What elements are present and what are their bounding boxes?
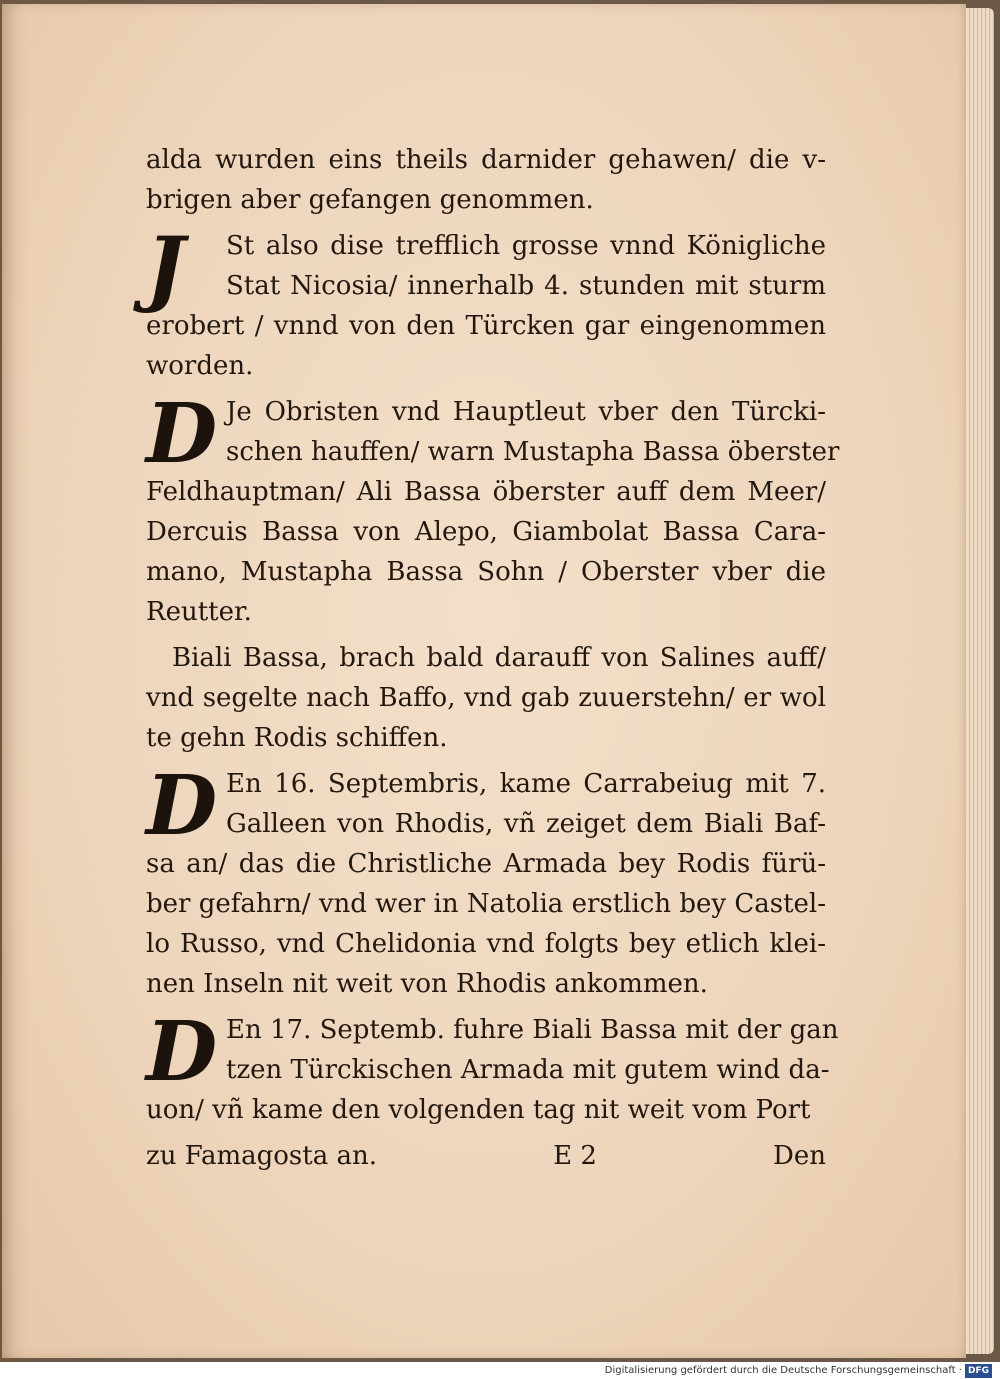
text-line: St also dise trefflich grosse vnnd Königliche: [226, 231, 826, 261]
drop-cap: D: [146, 1004, 218, 1100]
paragraph: [146, 1004, 839, 1130]
paragraph: [146, 140, 826, 220]
text-line: schen hauffen/ warn Mustapha Bassa öberster: [226, 437, 840, 467]
text-line: En 17. Septemb. fuhre Biali Bassa mit der gan: [226, 1015, 839, 1045]
page-footer-line: [146, 1136, 826, 1176]
text-line: alda wurden eins theils darnider gehawen/ die v-: [146, 145, 826, 175]
text-line: brigen aber gefangen genommen.: [146, 185, 594, 215]
paragraph: [146, 638, 826, 758]
page-text-block: [146, 140, 840, 1176]
text-line: vnd segelte nach Baffo, vnd gab zuuerstehn/ er wol: [146, 683, 826, 713]
text-line: tzen Türckischen Armada mit gutem wind da-: [226, 1055, 830, 1085]
text-line: Feldhauptman/ Ali Bassa öberster auff dem Meer/: [146, 477, 826, 507]
drop-cap: D: [146, 386, 218, 482]
text-line: erobert / vnnd von den Türcken gar eingenommen: [146, 311, 826, 341]
signature-mark: E 2: [553, 1141, 597, 1171]
text-line: Dercuis Bassa von Alepo, Giambolat Bassa Cara-: [146, 517, 826, 547]
catchword: Den: [773, 1141, 826, 1171]
text-line: ber gefahrn/ vnd wer in Natolia erstlich bey Castel-: [146, 889, 827, 919]
paragraph-list: [146, 140, 840, 1130]
text-line: nen Inseln nit weit von Rhodis ankommen.: [146, 969, 708, 999]
text-line: Reutter.: [146, 597, 252, 627]
text-line: En 16. Septembris, kame Carrabeiug mit 7.: [226, 769, 826, 799]
text-line: Stat Nicosia/ innerhalb 4. stunden mit sturm: [226, 271, 826, 301]
text-line: sa an/ das die Christliche Armada bey Rodis fürü-: [146, 849, 826, 879]
last-line: zu Famagosta an.: [146, 1141, 378, 1171]
text-line: lo Russo, vnd Chelidonia vnd folgts bey etlich klei-: [146, 929, 826, 959]
text-line: Je Obristen vnd Hauptleut vber den Türcki-: [226, 397, 826, 427]
drop-cap: D: [146, 758, 218, 854]
drop-cap: J: [146, 220, 185, 316]
text-line: te gehn Rodis schiffen.: [146, 723, 448, 753]
digitization-credit: [605, 1364, 992, 1378]
paragraph: [146, 220, 826, 386]
text-line: Biali Bassa, brach bald darauff von Salines auff/: [172, 643, 826, 673]
credit-text: Digitalisierung gefördert durch die Deutsche Forschungsgemeinschaft ·: [604, 1365, 962, 1376]
text-line: mano, Mustapha Bassa Sohn / Oberster vber die: [146, 557, 826, 587]
paragraph: [146, 758, 827, 1004]
text-line: uon/ vñ kame den volgenden tag nit weit vom Port: [146, 1095, 811, 1125]
paragraph: [146, 386, 840, 632]
dfg-logo: DFG: [965, 1364, 992, 1378]
text-line: Galleen von Rhodis, vñ zeiget dem Biali Baf-: [226, 809, 826, 839]
page-stack-edges: [962, 8, 994, 1354]
text-line: worden.: [146, 351, 254, 381]
